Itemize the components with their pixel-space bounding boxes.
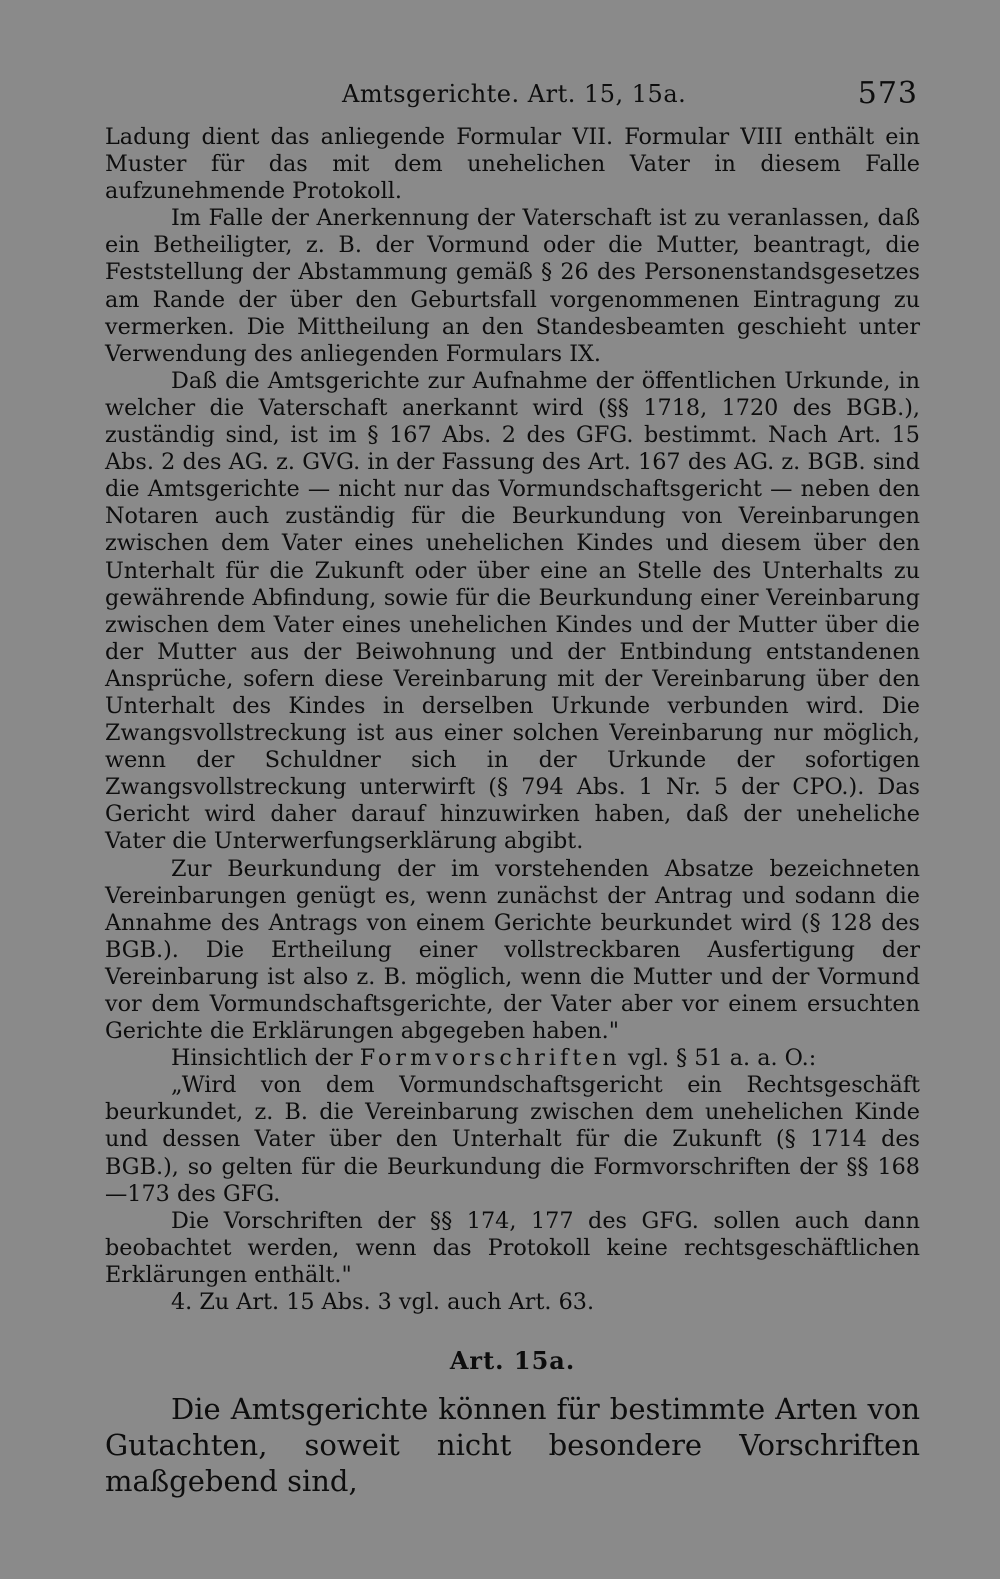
- body-text: [105, 124, 920, 1316]
- running-head: [105, 70, 920, 124]
- quote-paragraph-1: „Wird von dem Vormundschaftsgericht ein Rechtsgeschäft beurkundet, z. B. die Vereinbarung zwischen dem unehelichen Kinde und dessen Vater über den Unterhalt für die Zukunft (§ 1714 des BGB.), so gelten für die Beurkundung die Formvorschriften der §§ 168—173 des GFG.: [105, 1072, 920, 1207]
- paragraph-anerkennung: Im Falle der Anerkennung der Vaterschaft ist zu veranlassen, daß ein Betheiligter, z. B. der Vormund oder die Mutter, beantragt, die Feststellung der Abstammung gemäß § 26 des Personenstandsgesetzes am Rande der über den Geburtsfall vorgenommenen Eintragung zu vermerken. Die Mittheilung an den Standesbeamten geschieht unter Verwendung des anliegenden Formulars IX.: [105, 205, 920, 367]
- running-head-title: Amtsgerichte. Art. 15, 15a.: [342, 80, 687, 108]
- article-text: [105, 1391, 920, 1499]
- section-heading: Art. 15a.: [449, 1346, 576, 1376]
- paragraph-beurkundung: Zur Beurkundung der im vorstehenden Absatze bezeichneten Vereinbarungen genügt es, wenn zunächst der Antrag und sodann die Annahme des Antrags von einem Gerichte beurkundet wird (§ 128 des BGB.). Die Ertheilung einer vollstreckbaren Ausfertigung der Vereinbarung ist also z. B. möglich, wenn die Mutter und der Vormund vor dem Vormundschaftsgerichte, der Vater aber vor einem ersuchten Gerichte die Erklärungen abgegeben haben.": [105, 855, 920, 1045]
- document-page: [105, 70, 920, 1499]
- paragraph-zustaendigkeit: Daß die Amtsgerichte zur Aufnahme der öffentlichen Urkunde, in welcher die Vaterschaft anerkannt wird (§§ 1718, 1720 des BGB.), zuständig sind, ist im § 167 Abs. 2 des GFG. bestimmt. Nach Art. 15 Abs. 2 des AG. z. GVG. in der Fassung des Art. 167 des AG. z. BGB. sind die Amtsgerichte — nicht nur das Vormundschaftsgericht — neben den Notaren auch zuständig für die Beurkundung von Vereinbarungen zwischen dem Vater eines unehelichen Kindes und diesem über den Unterhalt für die Zukunft oder über eine an Stelle des Unterhalts zu gewährende Abfindung, sowie für die Beurkundung einer Vereinbarung zwischen dem Vater eines unehelichen Kindes und der Mutter über die der Mutter aus der Beiwohnung und der Entbindung entstandenen Ansprüche, sofern diese Vereinbarung mit der Vereinbarung über den Unterhalt des Kindes in derselben Urkunde verbunden wird. Die Zwangsvollstreckung ist aus einer solchen Vereinbarung nur möglich, wenn der Schuldner sich in der Urkunde der sofortigen Zwangsvollstreckung unterwirft (§ 794 Abs. 1 Nr. 5 der CPO.). Das Gericht wird daher darauf hinzuwirken haben, daß der uneheliche Vater die Unterwerfungserklärung abgibt.: [105, 367, 920, 855]
- form-line-tail: vgl. § 51 a. a. O.:: [627, 1045, 817, 1072]
- quote-paragraph-2: Die Vorschriften der §§ 174, 177 des GFG. sollen auch dann beobachtet werden, wenn das Protokoll keine rechtsgeschäftlichen Erklärungen enthält.": [105, 1207, 920, 1288]
- page-number: 573: [857, 76, 918, 111]
- form-line-lead: Hinsichtlich der: [171, 1045, 353, 1072]
- paragraph-ladung: Ladung dient das anliegende Formular VII. Formular VIII enthält ein Muster für das mit dem unehelichen Vater in diesem Falle aufzunehmende Protokoll.: [105, 124, 920, 205]
- form-line-spaced-word: Formvorschriften: [359, 1045, 621, 1072]
- paragraph-formvorschriften: [105, 1045, 920, 1072]
- article-paragraph: Die Amtsgerichte können für bestimmte Arten von Gutachten, soweit nicht besondere Vorschriften maßgebend sind,: [105, 1392, 920, 1499]
- note-paragraph: 4. Zu Art. 15 Abs. 3 vgl. auch Art. 63.: [171, 1289, 595, 1316]
